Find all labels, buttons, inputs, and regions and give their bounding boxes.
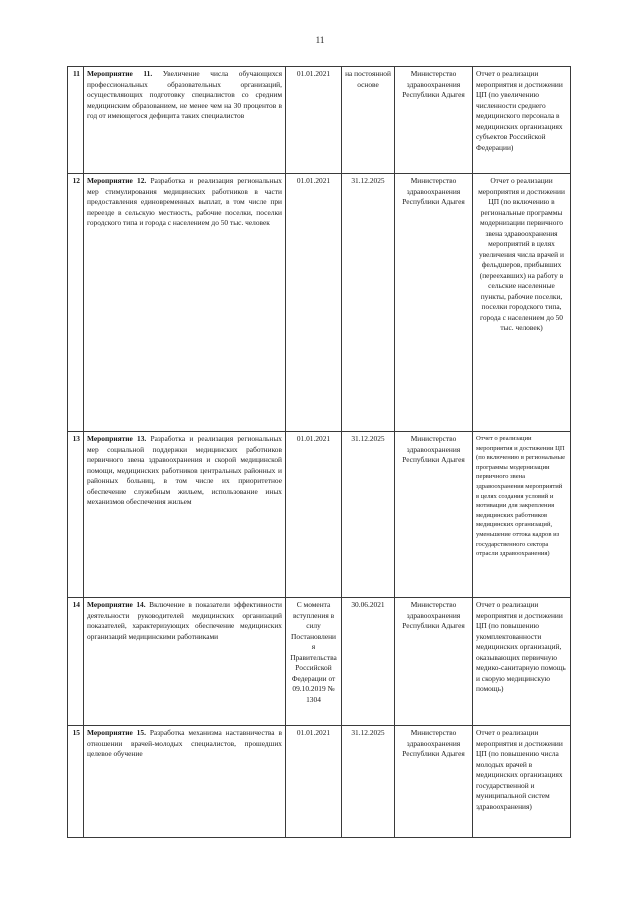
table-row — [68, 174, 571, 432]
measure-description — [84, 598, 286, 726]
measure-title: Мероприятие 11. — [87, 69, 153, 78]
start-date: 01.01.2021 — [286, 174, 342, 432]
result-document: Отчет о реализации мероприятия и достижении ЦП (по увеличению численности среднего медицинского персонала в медицинских организациях субъектов Российской Федерации) — [473, 67, 571, 174]
measure-title: Мероприятие 15. — [87, 728, 146, 737]
executor: Министерство здравоохранения Республики Адыгея — [395, 432, 473, 598]
row-number: 15 — [68, 726, 84, 838]
executor: Министерство здравоохранения Республики Адыгея — [395, 726, 473, 838]
measure-title: Мероприятие 12. — [87, 176, 147, 185]
measure-text: Разработка и реализация региональных мер стимулирования медицинских работников в части предоставления единовременных выплат, в том числе при переезде в сельскую местность, рабочие поселки, поселки городского типа и города с населением до 50 тыс. человек — [87, 176, 282, 227]
measure-text: Разработка и реализация региональных мер социальной поддержки медицинских работников первичного звена здравоохранения и скорой медицинской помощи, медицинских работников центральных районных и районных больниц, в том числе их приоритетное обеспечение служебным жильем, использование иных механизмов обеспечения жильем — [87, 434, 282, 506]
row-number: 13 — [68, 432, 84, 598]
executor: Министерство здравоохранения Республики Адыгея — [395, 598, 473, 726]
table-row — [68, 67, 571, 174]
measure-title: Мероприятие 13. — [87, 434, 147, 443]
start-date: С момента вступления в силу Постановлени я Правительства Российской Федерации от 09.10.2019 № 1304 — [286, 598, 342, 726]
start-date: 01.01.2021 — [286, 67, 342, 174]
table-row — [68, 726, 571, 838]
measure-description — [84, 432, 286, 598]
page-number: 11 — [315, 35, 325, 45]
table-row — [68, 432, 571, 598]
start-date: 01.01.2021 — [286, 432, 342, 598]
measure-description — [84, 67, 286, 174]
measure-text: Включение в показатели эффективности деятельности руководителей медицинских организаций показателей, характеризующих обеспечение медицинских организаций медицинскими работниками — [87, 600, 282, 641]
measure-title: Мероприятие 14. — [87, 600, 146, 609]
measures-table — [67, 66, 571, 838]
result-document: Отчет о реализации мероприятия и достижении ЦП (по включению в региональные программы модернизации первичного звена здравоохранения мероприятий в целях создания условий и мотивации для закрепления медицинских работников медицинских организаций, уменьшение оттока кадров из государственного сектора отрасли здравоохранения) — [473, 432, 571, 598]
measure-description — [84, 174, 286, 432]
result-document: Отчет о реализации мероприятия и достижении ЦП (по повышению числа молодых врачей в медицинских организациях государственной и муниципальной систем здравоохранения) — [473, 726, 571, 838]
end-date: на постоянной основе — [342, 67, 395, 174]
row-number: 11 — [68, 67, 84, 174]
result-document: Отчет о реализации мероприятия и достижении ЦП (по включению в региональные программы модернизации первичного звена здравоохранения мероприятий в целях увеличения числа врачей и фельдшеров, прибывших (переехавших) на работу в сельские населенные пункты, рабочие поселки, поселки городского типа, города с населением до 50 тыс. человек) — [473, 174, 571, 432]
executor: Министерство здравоохранения Республики Адыгея — [395, 67, 473, 174]
end-date: 31.12.2025 — [342, 174, 395, 432]
start-date: 01.01.2021 — [286, 726, 342, 838]
row-number: 12 — [68, 174, 84, 432]
measure-text: Увеличение числа обучающихся профессиональных образовательных организаций, осуществляющих подготовку специалистов со средним медицинским образованием, не менее чем на 30 процентов в год от имеющегося дефицита таких специалистов — [87, 69, 282, 120]
result-document: Отчет о реализации мероприятия и достижении ЦП (по повышению укомплектованности медицинских организаций, оказывающих первичную медико-санитарную помощь и скорую медицинскую помощь) — [473, 598, 571, 726]
row-number: 14 — [68, 598, 84, 726]
end-date: 30.06.2021 — [342, 598, 395, 726]
end-date: 31.12.2025 — [342, 726, 395, 838]
end-date: 31.12.2025 — [342, 432, 395, 598]
measure-description — [84, 726, 286, 838]
executor: Министерство здравоохранения Республики Адыгея — [395, 174, 473, 432]
table-row — [68, 598, 571, 726]
measure-text: Разработка механизма наставничества в отношении врачей-молодых специалистов, прошедших целевое обучение — [87, 728, 282, 758]
